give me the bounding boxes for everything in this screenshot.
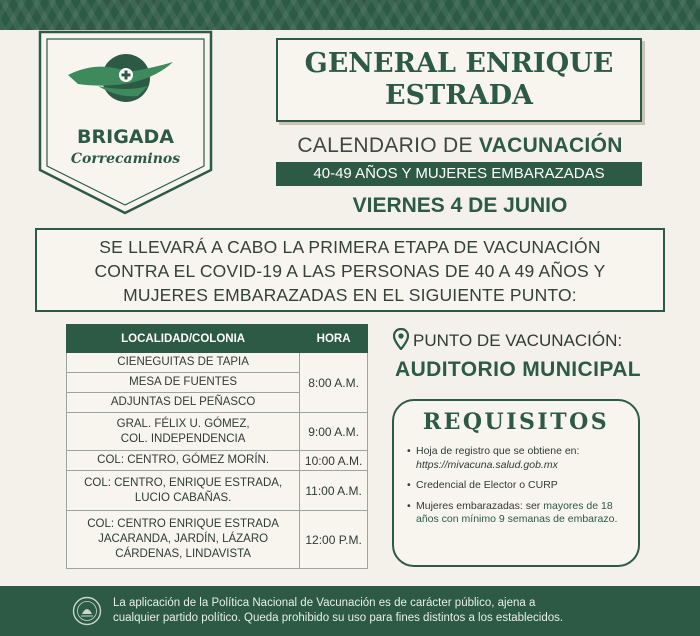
calendar-prefix: CALENDARIO DE — [297, 134, 479, 157]
table-row — [67, 451, 368, 471]
brigada-badge — [38, 30, 213, 215]
vaccination-date: VIERNES 4 DE JUNIO — [352, 194, 568, 217]
location-line: COL. INDEPENDENCIA — [120, 432, 246, 445]
time-cell: 12:00 P.M. — [300, 511, 368, 569]
column-header-time: HORA — [300, 325, 368, 353]
location-line: COL: CENTRO ENRIQUE ESTRADA — [87, 518, 279, 530]
location-cell — [67, 511, 300, 569]
table-row — [67, 353, 368, 373]
requirements-box — [392, 399, 640, 567]
footer-line2: cualquier partido político. Queda prohibido su uso para fines distintos a los establecidos. — [113, 612, 564, 624]
top-decorative-band — [0, 0, 700, 30]
badge-shield — [38, 30, 213, 215]
table-row — [67, 471, 368, 511]
location-line: COL: CENTRO, ENRIQUE ESTRADA, — [84, 476, 283, 489]
requirement-highlight: mayores de 18 años con mínimo 9 semanas de embarazo. — [416, 499, 618, 525]
location-cell — [67, 471, 300, 511]
table-row — [67, 511, 368, 569]
requirement-item — [416, 445, 634, 472]
location-pin-icon — [393, 328, 409, 350]
calendar-heading — [270, 134, 650, 158]
location-cell — [67, 413, 300, 451]
table-row — [67, 413, 368, 451]
time-cell: 10:00 A.M. — [300, 451, 368, 471]
announcement-box — [35, 228, 665, 312]
time-cell: 8:00 A.M. — [300, 353, 368, 413]
calendar-highlight: VACUNACIÓN — [478, 134, 623, 157]
municipality-line2: ESTRADA — [385, 80, 533, 111]
time-cell: 9:00 A.M. — [300, 413, 368, 451]
requirement-text: Hoja de registro que se obtiene en: — [416, 445, 580, 457]
announcement-line3: MUJERES EMBARAZADAS EN EL SIGUIENTE PUNTO: — [123, 285, 577, 305]
location-line: LUCIO CABAÑAS. — [134, 491, 232, 504]
target-group-bar: 40-49 AÑOS Y MUJERES EMBARAZADAS — [276, 162, 642, 186]
announcement-line2: CONTRA EL COVID-19 A LAS PERSONAS DE 40 A 49 AÑOS Y — [94, 261, 606, 281]
location-line: CÁRDENAS, LINDAVISTA — [115, 548, 251, 560]
location-cell: CIENEGUITAS DE TAPIA — [67, 353, 300, 373]
location-cell: ADJUNTAS DEL PEÑASCO — [67, 393, 300, 413]
requirement-item: • Credencial de Elector o CURP — [416, 479, 634, 493]
footer-disclaimer — [113, 596, 673, 626]
location-line: JACARANDA, JARDÍN, LÁZARO — [98, 533, 269, 545]
location-cell: COL: CENTRO, GÓMEZ MORÍN. — [67, 451, 300, 471]
location-line: GRAL. FÉLIX U. GÓMEZ, — [116, 417, 250, 430]
municipality-title — [276, 38, 642, 122]
requirements-list — [416, 445, 634, 534]
schedule-table — [66, 324, 368, 569]
registration-link[interactable]: https://mivacuna.salud.gob.mx — [416, 458, 558, 471]
requirement-text: Mujeres embarazadas: ser — [416, 499, 544, 512]
announcement-line1: SE LLEVARÁ A CABO LA PRIMERA ETAPA DE VACUNACIÓN — [99, 237, 601, 257]
table-header-row — [67, 325, 368, 353]
requirements-title: REQUISITOS — [422, 409, 610, 435]
requirement-item — [416, 500, 634, 527]
time-cell: 11:00 A.M. — [300, 471, 368, 511]
venue-name: AUDITORIO MUNICIPAL — [395, 358, 641, 381]
location-cell: MESA DE FUENTES — [67, 373, 300, 393]
vaccination-point-label: PUNTO DE VACUNACIÓN: — [413, 331, 623, 350]
municipality-line1: GENERAL ENRIQUE — [304, 48, 614, 79]
badge-subtitle: Correcaminos — [70, 151, 181, 167]
badge-title: BRIGADA — [77, 126, 174, 148]
footer-line1: La aplicación de la Política Nacional de Vacunación es de carácter público, ajena a — [113, 597, 536, 609]
vaccination-point — [393, 326, 653, 354]
column-header-location: LOCALIDAD/COLONIA — [67, 325, 300, 353]
national-seal-icon — [72, 596, 102, 626]
